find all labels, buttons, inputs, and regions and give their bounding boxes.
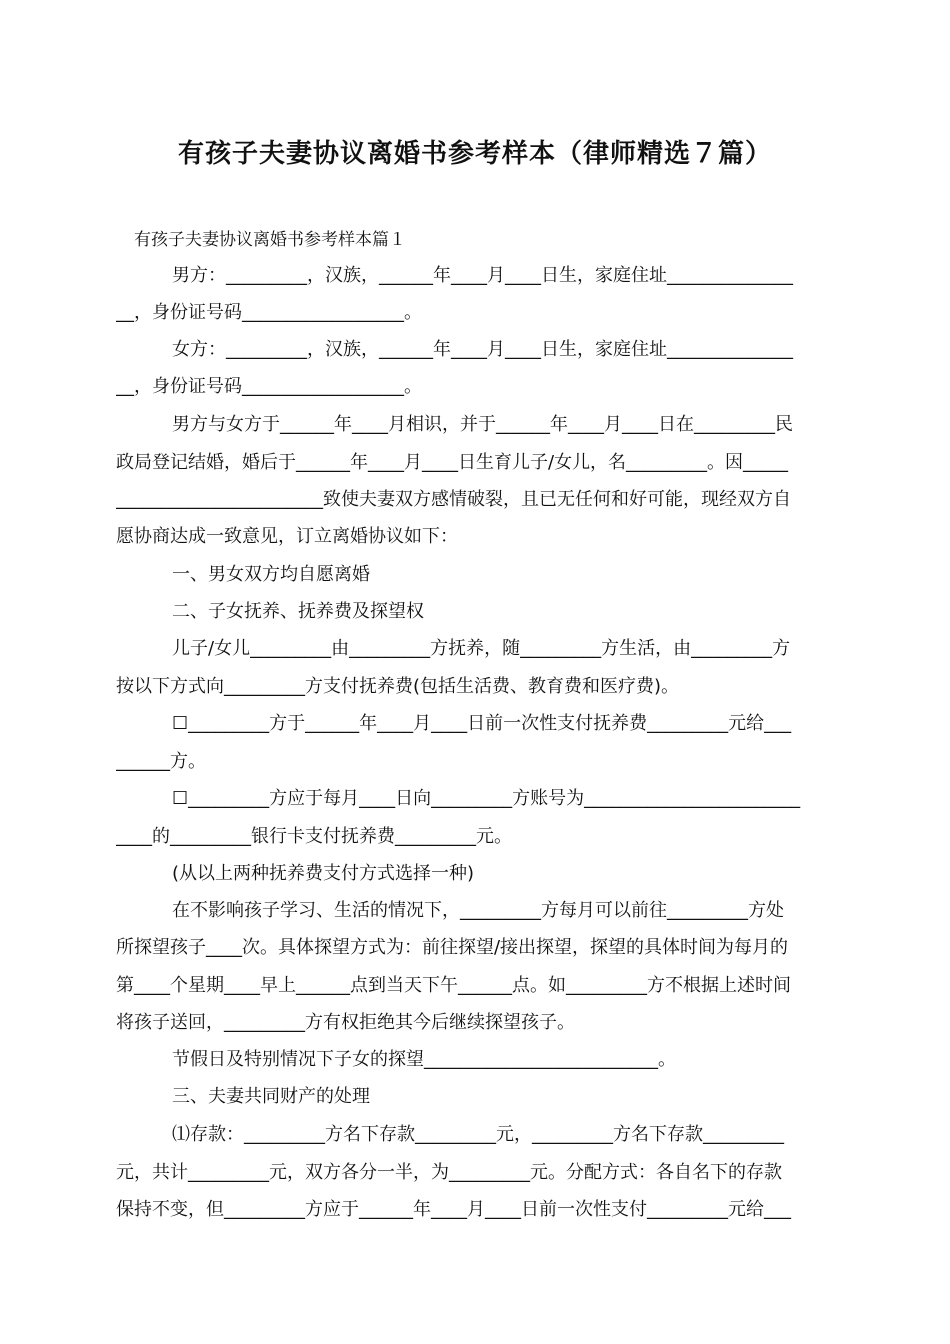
paragraph-line: __，身份证号码__________________。 [116, 302, 422, 323]
paragraph-line: 所探望孩子____次。具体探望方式为：前往探望/接出探望，探望的具体时间为每月的 [116, 937, 789, 958]
document-title: 有孩子夫妻协议离婚书参考样本（律师精选７篇） [177, 139, 772, 169]
paragraph-line: 政局登记结婚，婚后于______年____月____日生育儿子/女儿，名_________。因_____ [116, 452, 789, 473]
paragraph-line: 保持不变，但_________方应于______年____月____日前一次性支付_________元给___ [116, 1199, 791, 1220]
paragraph-line: ⑴存款：_________方名下存款_________元，_________方名下存款_________ [172, 1124, 784, 1145]
paragraph-line: 第____个星期____早上______点到当天下午______点。如_________方不根据上述时间 [116, 975, 791, 996]
paragraph-line: __，身份证号码__________________。 [116, 376, 422, 397]
paragraph-line: 男方与女方于______年____月相识，并于______年____月____日在_________民 [172, 414, 793, 435]
paragraph-line: 节假日及特别情况下子女的探望__________________________。 [172, 1049, 676, 1070]
paragraph-line: 儿子/女儿_________由_________方抚养，随_________方生活，由_________方 [172, 638, 791, 659]
paragraph-line: 女方：_________，汉族，______年____月____日生，家庭住址______________ [172, 339, 793, 360]
paragraph-line: ______方。 [116, 751, 206, 772]
paragraph-line: 按以下方式向_________方支付抚养费(包括生活费、教育费和医疗费)。 [116, 676, 680, 697]
checkbox-option-line: ☐_________方于______年____月____日前一次性支付抚养费_________元给___ [172, 713, 792, 734]
checkbox-option-line: ☐_________方应于每月____日向_________方账号为________________________ [172, 788, 801, 809]
section-heading: 有孩子夫妻协议离婚书参考样本篇１ [134, 230, 406, 250]
paragraph-line: 愿协商达成一致意见，订立离婚协议如下： [116, 526, 458, 547]
paragraph-line: _______________________致使夫妻双方感情破裂，且已无任何和好可能，现经双方自 [116, 489, 791, 510]
paragraph-line: ____的_________银行卡支付抚养费_________元。 [116, 826, 512, 847]
note-line: (从以上两种抚养费支付方式选择一种) [172, 863, 475, 884]
paragraph-line: 男方：_________，汉族，______年____月____日生，家庭住址______________ [172, 265, 793, 286]
paragraph-line: 元，共计_________元，双方各分一半，为_________元。分配方式：各自名下的存款 [116, 1162, 782, 1183]
paragraph-line: 在不影响孩子学习、生活的情况下，_________方每月可以前往_________方处 [172, 900, 784, 921]
paragraph-line: 一、男女双方均自愿离婚 [172, 564, 370, 585]
paragraph-line: 将孩子送回，_________方有权拒绝其今后继续探望孩子。 [116, 1012, 575, 1033]
paragraph-line: 二、子女抚养、抚养费及探望权 [172, 601, 424, 622]
paragraph-line: 三、夫妻共同财产的处理 [172, 1086, 370, 1107]
